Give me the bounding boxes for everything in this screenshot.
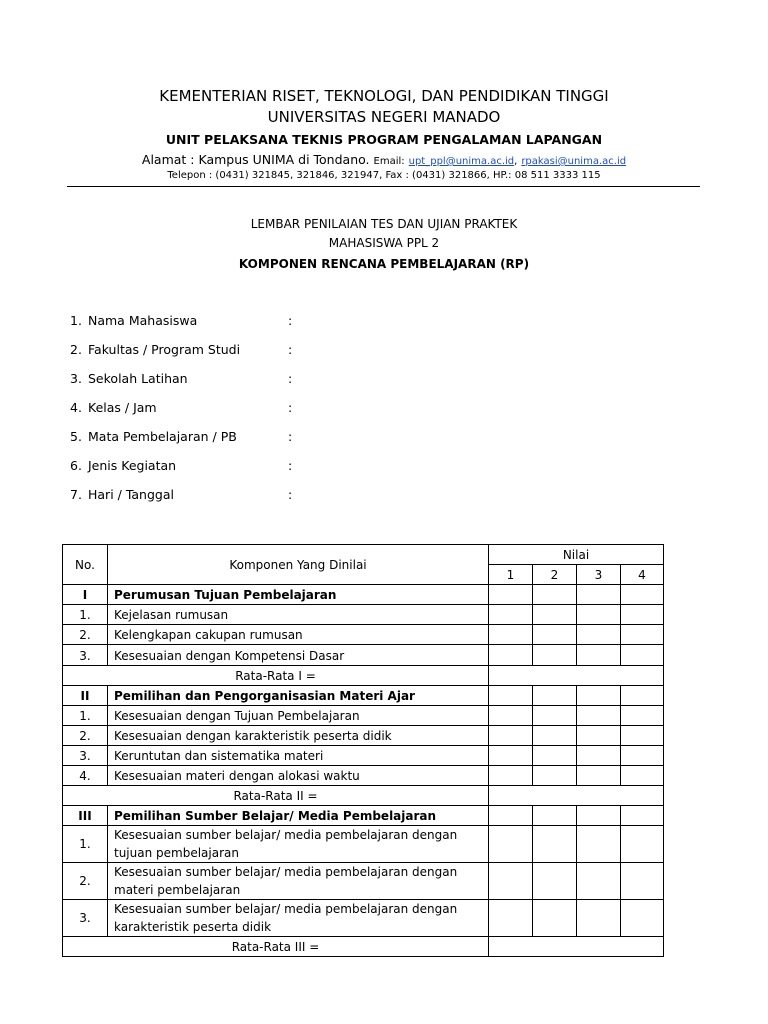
form-title-line2: MAHASISWA PPL 2 — [328, 236, 440, 250]
field-label: Sekolah Latihan — [88, 371, 188, 386]
header-no: No. — [63, 545, 108, 585]
item-text-line: materi pembelajaran — [114, 883, 241, 897]
unit-name: UNIT PELAKSANA TEKNIS PROGRAM PENGALAMAN LAPANGAN — [165, 132, 603, 147]
section-row — [63, 806, 664, 826]
score-cell[interactable] — [489, 806, 533, 826]
field-number: 7. — [70, 487, 82, 502]
score-cell[interactable] — [621, 706, 664, 726]
field-label: Fakultas / Program Studi — [88, 342, 241, 357]
score-cell[interactable] — [533, 726, 577, 746]
field-colon: : — [288, 371, 293, 386]
score-cell[interactable] — [533, 766, 577, 786]
score-cell[interactable] — [489, 746, 533, 766]
item-number: 3. — [63, 645, 108, 666]
item-number: 1. — [63, 826, 108, 863]
score-cell[interactable] — [489, 605, 533, 625]
item-text: Kejelasan rumusan — [108, 605, 489, 625]
table-row — [63, 605, 664, 625]
average-label: Rata-Rata I = — [63, 666, 489, 686]
field-hari-tanggal — [70, 487, 370, 516]
item-text: Kesesuaian dengan Tujuan Pembelajaran — [108, 706, 489, 726]
field-label: Kelas / Jam — [88, 400, 157, 415]
item-text-line: Kesesuaian sumber belajar/ media pembelajaran dengan — [114, 902, 458, 916]
table-row — [63, 645, 664, 666]
average-value-cell[interactable] — [489, 786, 664, 806]
average-label: Rata-Rata II = — [63, 786, 489, 806]
field-label: Mata Pembelajaran / PB — [88, 429, 237, 444]
score-cell[interactable] — [621, 686, 664, 706]
email-separator: , — [514, 156, 518, 167]
score-cell[interactable] — [577, 726, 621, 746]
item-text — [108, 826, 489, 863]
score-cell[interactable] — [577, 585, 621, 605]
item-number: 3. — [63, 746, 108, 766]
email-link-rpakasi[interactable]: rpakasi@unima.ac.id — [521, 156, 627, 167]
item-number: 4. — [63, 766, 108, 786]
field-fakultas — [70, 342, 370, 371]
email-label: Email: — [373, 156, 405, 167]
score-header-3: 3 — [577, 565, 621, 585]
table-row — [63, 863, 664, 900]
score-cell[interactable] — [533, 863, 577, 900]
item-number: 1. — [63, 605, 108, 625]
identity-fields — [70, 313, 370, 516]
section-title: Perumusan Tujuan Pembelajaran — [108, 585, 489, 605]
field-colon: : — [288, 400, 293, 415]
table-row — [63, 826, 664, 863]
score-cell[interactable] — [489, 826, 533, 863]
item-text: Keruntutan dan sistematika materi — [108, 746, 489, 766]
score-cell[interactable] — [621, 726, 664, 746]
score-cell[interactable] — [489, 625, 533, 645]
score-cell[interactable] — [533, 826, 577, 863]
section-row — [63, 686, 664, 706]
item-text-line: tujuan pembelajaran — [114, 846, 239, 860]
university-name: UNIVERSITAS NEGERI MANADO — [267, 108, 501, 126]
field-label: Hari / Tanggal — [88, 487, 174, 502]
average-row — [63, 937, 664, 957]
score-header-1: 1 — [489, 565, 533, 585]
score-cell[interactable] — [489, 863, 533, 900]
field-label: Jenis Kegiatan — [88, 458, 177, 473]
score-cell[interactable] — [533, 706, 577, 726]
email-link-upt[interactable]: upt_ppl@unima.ac.id — [408, 156, 515, 167]
item-text — [108, 900, 489, 937]
item-text-line: karakteristik peserta didik — [114, 920, 272, 934]
score-cell[interactable] — [577, 826, 621, 863]
score-cell[interactable] — [533, 746, 577, 766]
section-number: I — [63, 585, 108, 605]
score-cell[interactable] — [577, 766, 621, 786]
section-title: Pemilihan dan Pengorganisasian Materi Ajar — [108, 686, 489, 706]
score-cell[interactable] — [621, 585, 664, 605]
field-colon: : — [288, 342, 293, 357]
score-cell[interactable] — [577, 686, 621, 706]
score-cell[interactable] — [621, 605, 664, 625]
field-colon: : — [288, 487, 293, 502]
section-title: Pemilihan Sumber Belajar/ Media Pembelajaran — [108, 806, 489, 826]
score-cell[interactable] — [621, 806, 664, 826]
section-row — [63, 585, 664, 605]
form-title-line1: LEMBAR PENILAIAN TES DAN UJIAN PRAKTEK — [250, 217, 518, 231]
field-colon: : — [288, 458, 293, 473]
item-number: 2. — [63, 625, 108, 645]
score-cell[interactable] — [533, 686, 577, 706]
item-text-line: Kesesuaian sumber belajar/ media pembelajaran dengan — [114, 865, 458, 879]
score-cell[interactable] — [533, 645, 577, 666]
field-number: 4. — [70, 400, 82, 415]
item-text: Kelengkapan cakupan rumusan — [108, 625, 489, 645]
field-number: 1. — [70, 313, 82, 328]
score-cell[interactable] — [577, 625, 621, 645]
field-number: 5. — [70, 429, 82, 444]
score-cell[interactable] — [621, 746, 664, 766]
score-cell[interactable] — [489, 686, 533, 706]
score-cell[interactable] — [533, 806, 577, 826]
table-row — [63, 625, 664, 645]
item-number: 2. — [63, 726, 108, 746]
table-row — [63, 706, 664, 726]
average-row — [63, 786, 664, 806]
section-number: II — [63, 686, 108, 706]
field-number: 6. — [70, 458, 82, 473]
field-colon: : — [288, 429, 293, 444]
item-text: Kesesuaian materi dengan alokasi waktu — [108, 766, 489, 786]
score-cell[interactable] — [621, 900, 664, 937]
item-number: 1. — [63, 706, 108, 726]
field-label: Nama Mahasiswa — [88, 313, 198, 328]
address-text: Alamat : Kampus UNIMA di Tondano. — [141, 152, 370, 167]
score-cell[interactable] — [533, 900, 577, 937]
assessment-table — [62, 544, 664, 957]
table-row — [63, 900, 664, 937]
score-cell[interactable] — [621, 826, 664, 863]
field-nama-mahasiswa — [70, 313, 370, 342]
score-header-2: 2 — [533, 565, 577, 585]
score-cell[interactable] — [577, 645, 621, 666]
average-value-cell[interactable] — [489, 937, 664, 957]
field-kelas-jam — [70, 400, 370, 429]
item-text: Kesesuaian dengan Kompetensi Dasar — [108, 645, 489, 666]
score-cell[interactable] — [621, 645, 664, 666]
score-cell[interactable] — [489, 900, 533, 937]
item-text: Kesesuaian dengan karakteristik peserta didik — [108, 726, 489, 746]
field-sekolah-latihan — [70, 371, 370, 400]
field-number: 2. — [70, 342, 82, 357]
score-cell[interactable] — [577, 605, 621, 625]
table-row — [63, 746, 664, 766]
field-number: 3. — [70, 371, 82, 386]
score-cell[interactable] — [489, 726, 533, 746]
ministry-title: KEMENTERIAN RISET, TEKNOLOGI, DAN PENDIDIKAN TINGGI — [159, 87, 609, 105]
table-row — [63, 726, 664, 746]
score-header-4: 4 — [621, 565, 664, 585]
phone-line: Telepon : (0431) 321845, 321846, 321947, Fax : (0431) 321866, HP.: 08 511 3333 115 — [167, 170, 601, 181]
score-cell[interactable] — [489, 645, 533, 666]
item-text-line: Kesesuaian sumber belajar/ media pembelajaran dengan — [114, 828, 458, 842]
score-cell[interactable] — [621, 625, 664, 645]
score-cell[interactable] — [489, 706, 533, 726]
item-number: 3. — [63, 900, 108, 937]
score-cell[interactable] — [489, 585, 533, 605]
field-jenis-kegiatan — [70, 458, 370, 487]
score-cell[interactable] — [621, 863, 664, 900]
average-row — [63, 666, 664, 686]
score-cell[interactable] — [577, 806, 621, 826]
address-line — [0, 152, 768, 167]
section-number: III — [63, 806, 108, 826]
score-cell[interactable] — [577, 746, 621, 766]
score-cell[interactable] — [533, 605, 577, 625]
score-cell[interactable] — [533, 625, 577, 645]
field-colon: : — [288, 313, 293, 328]
table-row — [63, 766, 664, 786]
score-cell[interactable] — [489, 766, 533, 786]
field-mata-pembelajaran — [70, 429, 370, 458]
average-value-cell[interactable] — [489, 666, 664, 686]
score-cell[interactable] — [621, 766, 664, 786]
item-number: 2. — [63, 863, 108, 900]
table-header-row — [63, 545, 664, 565]
score-cell[interactable] — [533, 585, 577, 605]
score-cell[interactable] — [577, 863, 621, 900]
header-divider — [67, 186, 700, 187]
score-cell[interactable] — [577, 900, 621, 937]
header-nilai: Nilai — [489, 545, 664, 565]
header-komponen: Komponen Yang Dinilai — [108, 545, 489, 585]
average-label: Rata-Rata III = — [63, 937, 489, 957]
score-cell[interactable] — [577, 706, 621, 726]
form-title-line3: KOMPONEN RENCANA PEMBELAJARAN (RP) — [238, 257, 530, 271]
item-text — [108, 863, 489, 900]
